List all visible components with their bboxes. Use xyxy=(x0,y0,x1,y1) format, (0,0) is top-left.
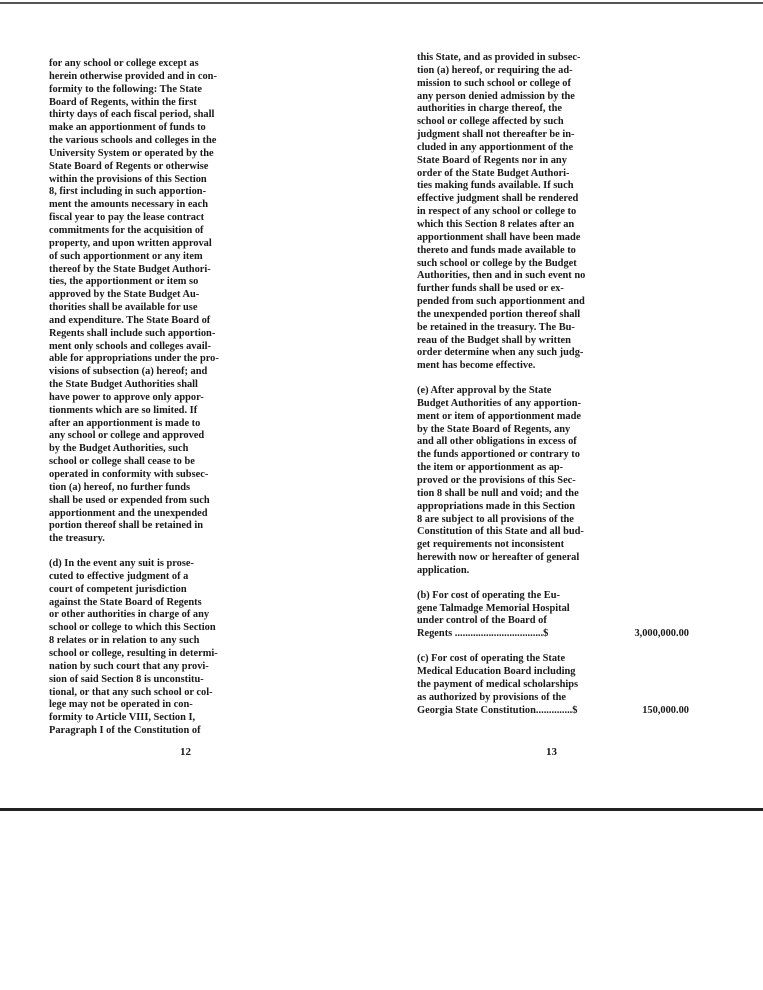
cost-item-c-text: (c) For cost of operating the State Medical Education Board including the payment of medical scholarships as authorized by provisions of the Georgia State Constitution..............$ xyxy=(417,653,579,716)
cost-item-b-amount: 3,000,000.00 xyxy=(634,628,689,640)
right-paragraph-e: (e) After approval by the State Budget Authorities of any apportion- ment or item of apportionment made by the State Board of Regents, any and all other obligations in excess of the funds apportioned or contrary to the item or apportionment as ap- proved or the provisions of this Sec- tion 8 shall be null and void; and the appropriations made in this Section 8 are subject to all provisions of the Constitution of this State and all bud- get requirements not inconsistent herewith now or hereafter of general application. xyxy=(417,385,584,576)
cost-item-b-text: (b) For cost of operating the Eu- gene Talmadge Memorial Hospital under control of the Board of Regents ..................................$ xyxy=(417,589,570,640)
page-number-right: 13 xyxy=(546,746,557,758)
cost-item-c xyxy=(417,653,689,717)
cost-item-c-amount: 150,000.00 xyxy=(642,704,689,716)
left-page-column xyxy=(49,58,247,738)
top-scan-edge xyxy=(0,2,763,4)
left-paragraph-1: for any school or college except as herein otherwise provided and in con- formity to the following: The State Board of Regents, within the first thirty days of each fiscal period, shall make an apportionment of funds to the various schools and colleges in the University System or operated by the State Board of Regents or otherwise within the provisions of this Section 8, first including in such apportion- ment the amounts necessary in each fiscal year to pay the lease contract commitments for the acquisition of property, and upon written approval of such apportionment or any item thereof by the State Budget Authori- ties, the apportionment or item so approved by the State Budget Au- thorities shall be available for use and expenditure. The State Board of Regents shall include such apportion- ment only schools and colleges avail- able for appropriations under the pro- visions of subsection (a) hereof; and the State Budget Authorities shall have power to approve only appor- tionments which are so limited. If after an apportionment is made to any school or college and approved by the Budget Authorities, such school or college shall cease to be operated in conformity with subsec- tion (a) hereof, no further funds shall be used or expended from such apportionment and the unexpended portion thereof shall be retained in the treasury. xyxy=(49,58,219,545)
left-paragraph-d: (d) In the event any suit is prose- cuted to effective judgment of a court of competent jurisdiction against the State Board of Regents or other authorities in charge of any school or college to which this Section 8 relates or in relation to any such school or college, resulting in determi- nation by such court that any provi- sion of said Section 8 is unconstitu- tional, or that any such school or col- lege may not be operated in con- formity to Article VIII, Section I, Paragraph I of the Constitution of xyxy=(49,558,218,737)
bottom-scan-edge xyxy=(0,808,763,811)
right-paragraph-1: this State, and as provided in subsec- tion (a) hereof, or requiring the ad- mission to such school or college of any person denied admission by the authorities in charge thereof, the school or college affected by such judgment shall not thereafter be in- cluded in any apportionment of the State Board of Regents nor in any order of the State Budget Authori- ties making funds available. If such effective judgment shall be rendered in respect of any school or college to which this Section 8 relates after an apportionment shall have been made thereto and funds made available to such school or college by the Budget Authorities, then and in such event no further funds shall be used or ex- pended from such apportionment and the unexpended portion thereof shall be retained in the treasury. The Bu- reau of the Budget shall by written order determine when any such judg- ment has become effective. xyxy=(417,52,586,372)
page-number-left: 12 xyxy=(180,746,191,758)
right-page-column xyxy=(417,52,689,717)
cost-item-b xyxy=(417,589,689,641)
